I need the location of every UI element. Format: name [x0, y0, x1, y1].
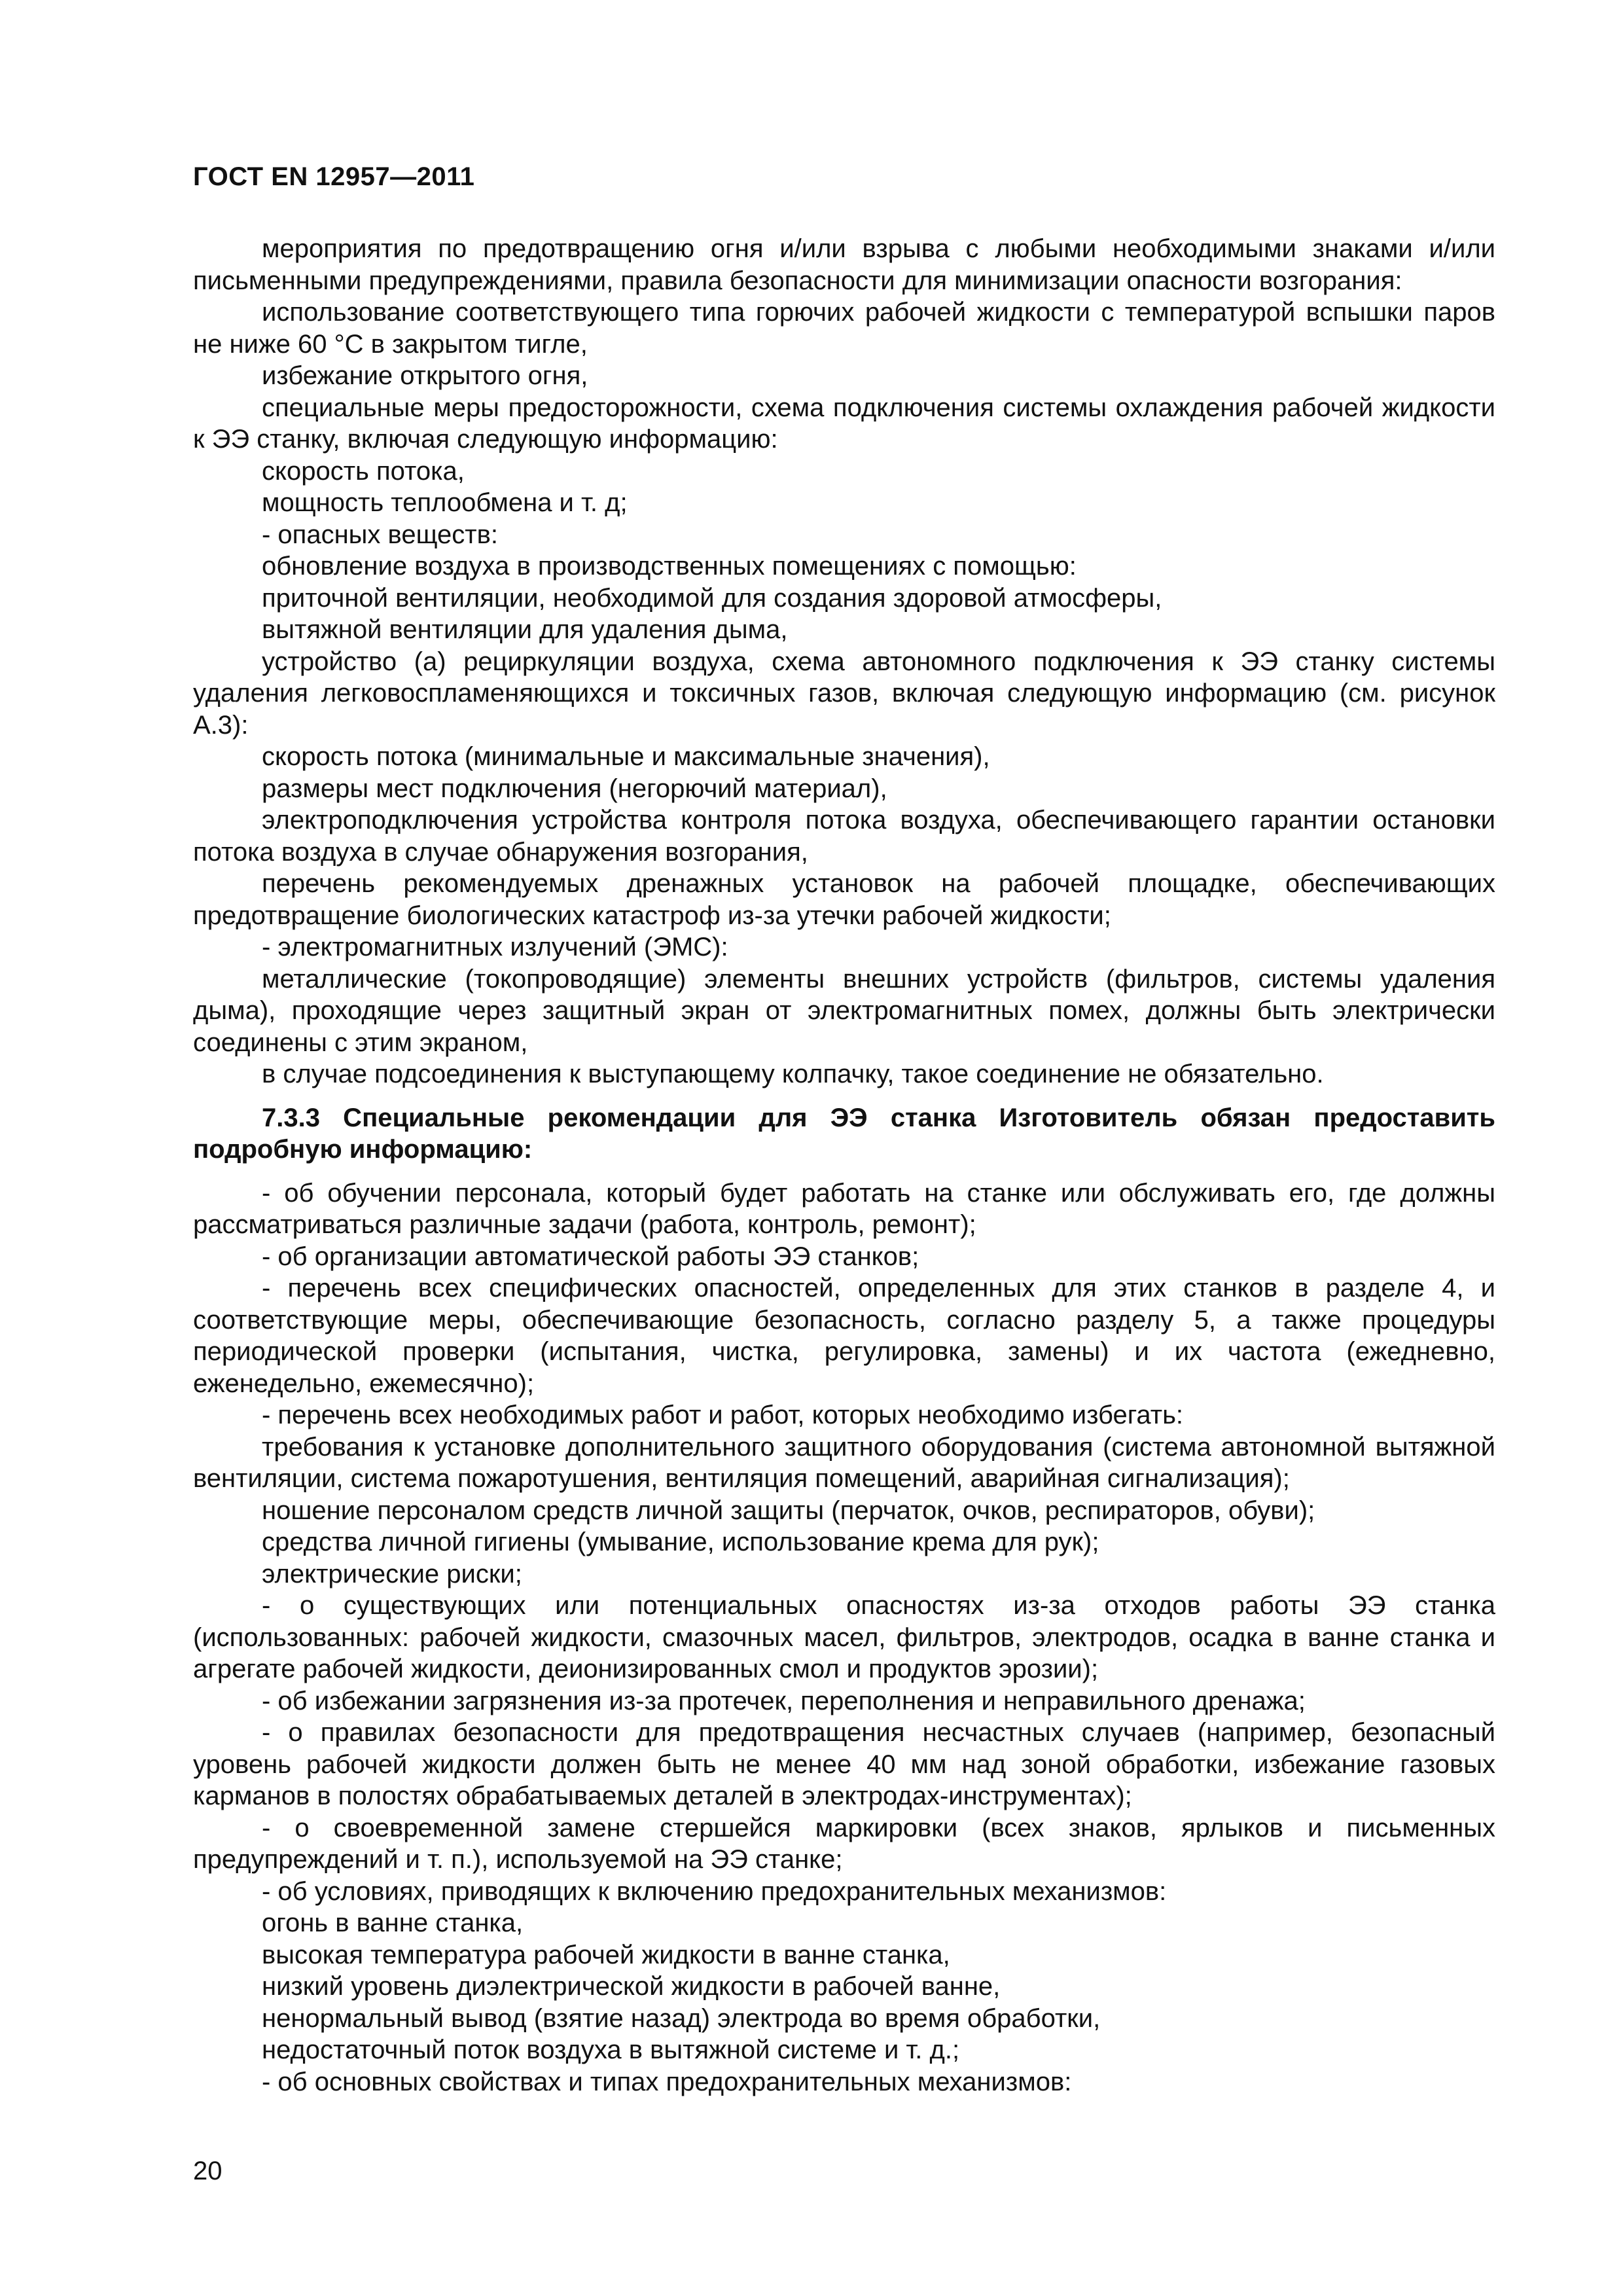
body-paragraph: высокая температура рабочей жидкости в ванне станка,	[262, 1940, 950, 1969]
body-paragraph: мощность теплообмена и т. д;	[262, 488, 628, 517]
section-heading: 7.3.3 Специальные рекомендации для ЭЭ станка Изготовитель обязан предоставить подробную информацию:	[193, 1103, 1495, 1164]
body-paragraph: перечень рекомендуемых дренажных установок на рабочей площадке, обеспечивающих предотвращение биологических катастроф из-за утечки рабочей жидкости;	[193, 869, 1495, 930]
body-paragraph: - об условиях, приводящих к включению предохранительных механизмов:	[262, 1876, 1167, 1906]
body-paragraph: - об обучении персонала, который будет работать на станке или обслуживать его, где должны рассматриваться различные задачи (работа, контроль, ремонт);	[193, 1178, 1495, 1239]
body-paragraph: ношение персоналом средств личной защиты (перчаток, очков, респираторов, обуви);	[262, 1496, 1315, 1525]
body-paragraph: обновление воздуха в производственных помещениях с помощью:	[262, 552, 1077, 581]
page-number: 20	[193, 2157, 223, 2185]
body-paragraph: размеры мест подключения (негорючий материал),	[262, 774, 887, 803]
body-paragraph: - электромагнитных излучений (ЭМС):	[262, 933, 728, 961]
body-paragraph: устройство (а) рециркуляции воздуха, схема автономного подключения к ЭЭ станку системы удаления легковоспламеняющихся и токсичных газов, включая следующую информацию (см. рисунок А.3):	[193, 647, 1495, 740]
document-body	[193, 233, 1495, 2098]
body-paragraph: - о своевременной замене стершейся маркировки (всех знаков, ярлыков и письменных предупреждений и т. п.), используемой на ЭЭ станке;	[193, 1813, 1495, 1874]
body-paragraph: избежание открытого огня,	[262, 361, 588, 390]
body-paragraph: в случае подсоединения к выступающему колпачку, такое соединение не обязательно.	[262, 1060, 1324, 1088]
body-paragraph: - об основных свойствах и типах предохранительных механизмов:	[262, 2067, 1072, 2096]
body-paragraph: приточной вентиляции, необходимой для создания здоровой атмосферы,	[262, 583, 1162, 613]
body-paragraph: - перечень всех необходимых работ и работ, которых необходимо избегать:	[262, 1401, 1184, 1429]
body-paragraph: электрические риски;	[262, 1559, 522, 1588]
body-paragraph: огонь в ванне станка,	[262, 1909, 524, 1937]
body-paragraph: использование соответствующего типа горючих рабочей жидкости с температурой вспышки паров не ниже 60 °С в закрытом тигле,	[193, 298, 1495, 359]
body-paragraph: средства личной гигиены (умывание, использование крема для рук);	[262, 1528, 1099, 1556]
body-paragraph: - о правилах безопасности для предотвращения несчастных случаев (например, безопасный уровень рабочей жидкости должен быть не менее 40 мм над зоной обработки, избежание газовых карманов в полостях обрабатываемых деталей в электродах-инструментах);	[193, 1718, 1495, 1810]
body-paragraph: - об избежании загрязнения из-за протечек, переполнения и неправильного дренажа;	[262, 1686, 1306, 1715]
body-paragraph: электроподключения устройства контроля потока воздуха, обеспечивающего гарантии остановки потока воздуха в случае обнаружения возгорания,	[193, 806, 1495, 867]
body-paragraph: - о существующих или потенциальных опасностях из-за отходов работы ЭЭ станка (использованных: рабочей жидкости, смазочных масел, фильтров, электродов, осадка в ванне станка и агрегате рабочей жидкости, деионизированных смол и продуктов эрозии);	[193, 1591, 1495, 1683]
body-paragraph: требования к установке дополнительного защитного оборудования (система автономной вытяжной вентиляции, система пожаротушения, вентиляция помещений, аварийная сигнализация);	[193, 1432, 1495, 1493]
body-paragraph: - об организации автоматической работы ЭЭ станков;	[262, 1242, 919, 1271]
body-paragraph: ненормальный вывод (взятие назад) электрода во время обработки,	[262, 2003, 1101, 2033]
body-paragraph: вытяжной вентиляции для удаления дыма,	[262, 615, 788, 644]
body-paragraph: недостаточный поток воздуха в вытяжной системе и т. д.;	[262, 2036, 960, 2064]
body-paragraph: - перечень всех специфических опасностей, определенных для этих станков в разделе 4, и соответствующие меры, обеспечивающие безопасность, согласно разделу 5, а также процедуры периодической проверки (испытания, чистка, регулировка, замены) и их частота (ежедневно, еженедельно, ежемесячно);	[193, 1274, 1495, 1398]
document-header: ГОСТ EN 12957—2011	[193, 162, 475, 191]
body-paragraph: низкий уровень диэлектрической жидкости в рабочей ванне,	[262, 1972, 1001, 2001]
body-paragraph: металлические (токопроводящие) элементы внешних устройств (фильтров, системы удаления дыма), проходящие через защитный экран от электромагнитных помех, должны быть электрически соединены с этим экраном,	[193, 964, 1495, 1057]
body-paragraph: скорость потока,	[262, 456, 465, 486]
body-paragraph: - опасных веществ:	[262, 520, 498, 549]
body-paragraph: скорость потока (минимальные и максимальные значения),	[262, 742, 990, 771]
body-paragraph: мероприятия по предотвращению огня и/или взрыва с любыми необходимыми знаками и/или письменными предупреждениями, правила безопасности для минимизации опасности возгорания:	[193, 234, 1495, 295]
body-paragraph: специальные меры предосторожности, схема подключения системы охлаждения рабочей жидкости к ЭЭ станку, включая следующую информацию:	[193, 393, 1495, 454]
